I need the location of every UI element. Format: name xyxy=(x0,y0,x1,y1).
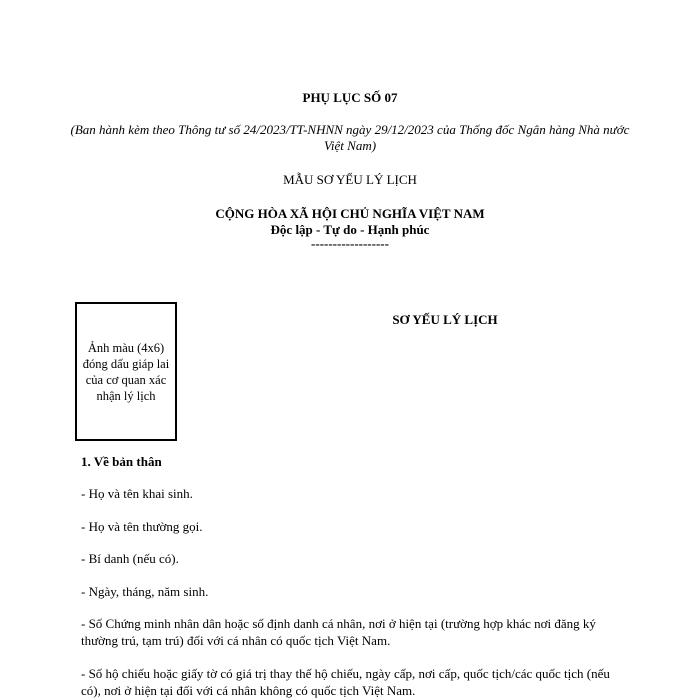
list-item: - Số Chứng minh nhân dân hoặc số định danh cá nhân, nơi ở hiện tại (trường hợp khác nơi đăng ký thường trú, tạm trú) đối với cá nhân có quốc tịch Việt Nam. xyxy=(81,616,596,648)
issuance-note: (Ban hành kèm theo Thông tư số 24/2023/TT-NHNN ngày 29/12/2023 của Thống đốc Ngân hàng Nhà nước Việt Nam) xyxy=(70,122,630,153)
section-heading: 1. Về bản thân xyxy=(81,454,162,469)
list-item: - Họ và tên thường gọi. xyxy=(81,519,203,534)
form-name: MẪU SƠ YẾU LÝ LỊCH xyxy=(283,172,417,187)
document-title: SƠ YẾU LÝ LỊCH xyxy=(392,312,498,327)
list-item: - Bí danh (nếu có). xyxy=(81,551,179,566)
country-name: CỘNG HÒA XÃ HỘI CHỦ NGHĨA VIỆT NAM xyxy=(215,206,485,221)
national-motto: Độc lập - Tự do - Hạnh phúc xyxy=(270,222,430,237)
list-item: - Họ và tên khai sinh. xyxy=(81,486,193,501)
list-item: - Số hộ chiếu hoặc giấy tờ có giá trị thay thế hộ chiếu, ngày cấp, nơi cấp, quốc tịch/các quốc tịch (nếu có), nơi ở hiện tại đối với cá nhân không có quốc tịch Việt Nam. xyxy=(81,666,610,698)
motto-divider: ------------------ xyxy=(311,236,389,251)
list-item: - Ngày, tháng, năm sinh. xyxy=(81,584,209,599)
photo-placeholder-text: Ảnh màu (4x6) đóng dấu giáp lai của cơ quan xác nhận lý lịch xyxy=(82,340,170,403)
photo-placeholder-box xyxy=(75,302,177,441)
appendix-title: PHỤ LỤC SỐ 07 xyxy=(302,90,398,105)
